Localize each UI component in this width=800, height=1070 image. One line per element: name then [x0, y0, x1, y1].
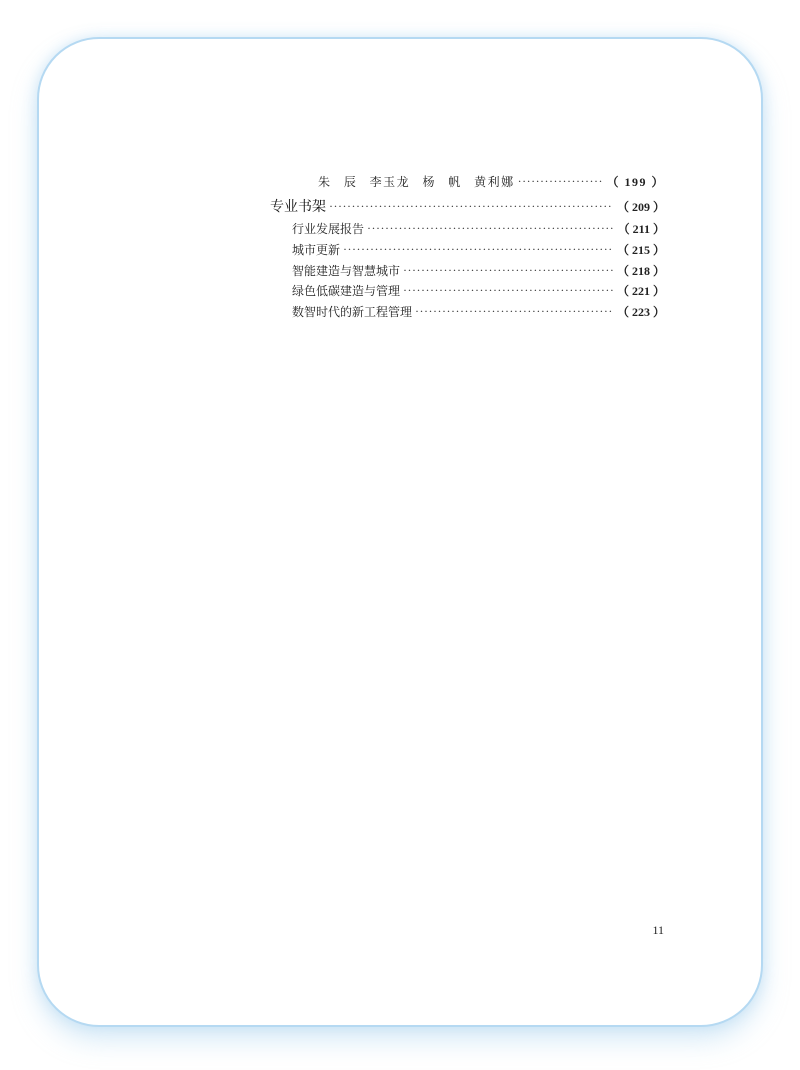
- dot-leader: [403, 284, 613, 296]
- toc-entry-page: （ 218 ）: [616, 263, 665, 278]
- toc-entry-page: （ 223 ）: [616, 304, 665, 319]
- dot-leader: [403, 264, 613, 276]
- toc-entry-page: （ 211 ）: [617, 221, 665, 236]
- page-number: 11: [652, 923, 664, 937]
- toc-entry[interactable]: [292, 240, 665, 258]
- dot-leader: [518, 175, 603, 187]
- toc-entry-title: 行业发展报告: [292, 221, 365, 236]
- toc-entry[interactable]: [292, 261, 665, 279]
- toc-entry-title: 朱 辰 李玉龙 杨 帆 黄利娜: [318, 174, 515, 189]
- toc-entry[interactable]: [292, 219, 665, 237]
- toc-entry-page: （ 199 ）: [606, 174, 665, 189]
- toc-entry-authors[interactable]: [318, 172, 665, 190]
- toc-section-title: 专业书架: [270, 199, 326, 215]
- toc-entry-page: （ 221 ）: [616, 283, 665, 298]
- toc-entry-title: 数智时代的新工程管理: [292, 304, 413, 319]
- toc-entry-title: 绿色低碳建造与管理: [292, 283, 401, 298]
- toc-entry-title: 城市更新: [292, 242, 341, 257]
- dot-leader: [415, 305, 613, 317]
- toc-entry[interactable]: [292, 302, 665, 320]
- dot-leader: [329, 200, 613, 212]
- toc-entry-page: （ 209 ）: [616, 199, 665, 214]
- toc-section-heading[interactable]: [270, 196, 665, 216]
- dot-leader: [367, 222, 614, 234]
- dot-leader: [343, 243, 613, 255]
- toc-entry[interactable]: [292, 281, 665, 299]
- toc-entry-title: 智能建造与智慧城市: [292, 263, 401, 278]
- toc-entry-page: （ 215 ）: [616, 242, 665, 257]
